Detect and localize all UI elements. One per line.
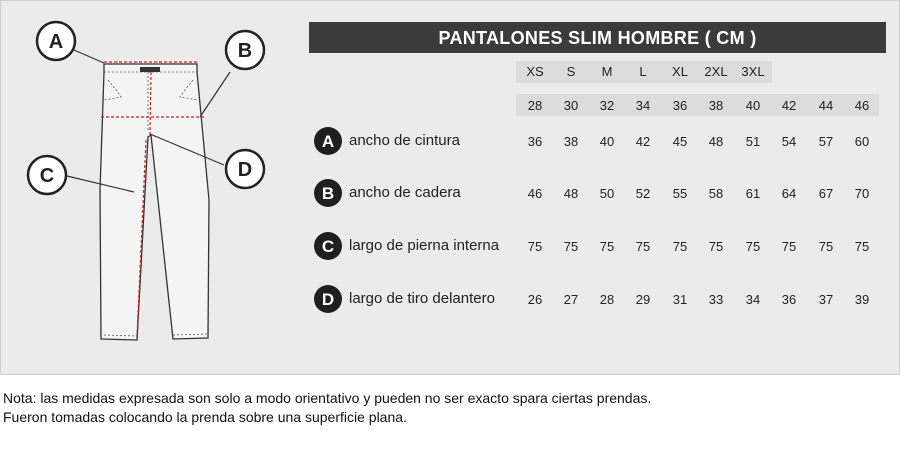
measurement-value: 36 xyxy=(781,292,797,307)
jeans-label xyxy=(140,67,160,72)
measurement-value: 37 xyxy=(818,292,834,307)
waist-size-label: 36 xyxy=(672,98,688,113)
measurement-value: 31 xyxy=(672,292,688,307)
row-label: ancho de cintura xyxy=(349,132,460,149)
waist-size-label: 42 xyxy=(781,98,797,113)
waist-size-label: 28 xyxy=(527,98,543,113)
measurement-value: 75 xyxy=(563,239,579,254)
measurement-value: 52 xyxy=(635,186,651,201)
jeans-outline xyxy=(100,64,209,340)
size-label: S xyxy=(566,64,576,79)
measurement-value: 33 xyxy=(708,292,724,307)
footnote-line-2: Fueron tomadas colocando la prenda sobre una superficie plana. xyxy=(3,409,407,425)
measurement-value: 58 xyxy=(708,186,724,201)
waist-size-label: 44 xyxy=(818,98,834,113)
size-label: M xyxy=(601,64,613,79)
measurement-value: 75 xyxy=(672,239,688,254)
diagram-letter-d xyxy=(226,150,264,188)
size-label: XS xyxy=(526,64,544,79)
measurement-value: 54 xyxy=(781,134,797,149)
measurement-value: 50 xyxy=(599,186,615,201)
measurement-value: 55 xyxy=(672,186,688,201)
measurement-value: 36 xyxy=(527,134,543,149)
svg-text:D: D xyxy=(237,159,253,181)
measurement-value: 38 xyxy=(563,134,579,149)
measurement-value: 75 xyxy=(708,239,724,254)
measurement-value: 42 xyxy=(635,134,651,149)
jeans-diagram xyxy=(0,0,300,373)
waist-size-label: 40 xyxy=(745,98,761,113)
measurement-value: 61 xyxy=(745,186,761,201)
measurement-value: 75 xyxy=(599,239,615,254)
measurement-value: 39 xyxy=(854,292,870,307)
measurement-value: 70 xyxy=(854,186,870,201)
measurement-value: 28 xyxy=(599,292,615,307)
measurement-value: 46 xyxy=(527,186,543,201)
diagram-letter-c xyxy=(28,156,66,194)
waist-size-label: 38 xyxy=(708,98,724,113)
measurement-value: 34 xyxy=(745,292,761,307)
waist-size-label: 32 xyxy=(599,98,615,113)
chart-title: PANTALONES SLIM HOMBRE ( CM ) xyxy=(309,22,886,53)
measurement-value: 75 xyxy=(854,239,870,254)
row-label: largo de pierna interna xyxy=(349,237,500,254)
measurement-value: 48 xyxy=(563,186,579,201)
footnote xyxy=(3,389,651,427)
measurement-value: 67 xyxy=(818,186,834,201)
measurement-value: 75 xyxy=(818,239,834,254)
measurement-value: 60 xyxy=(854,134,870,149)
svg-text:B: B xyxy=(237,40,253,62)
measurement-value: 29 xyxy=(635,292,651,307)
diagram-letter-a xyxy=(37,22,75,60)
row-label: ancho de cadera xyxy=(349,184,461,201)
row-badge-d: D xyxy=(314,285,342,313)
row-label: largo de tiro delantero xyxy=(349,290,495,307)
measurement-value: 75 xyxy=(745,239,761,254)
footnote-line-1: Nota: las medidas expresada son solo a modo orientativo y pueden no ser exacto spara ciertas prendas. xyxy=(3,390,652,406)
svg-text:C: C xyxy=(39,165,55,187)
waist-size-label: 46 xyxy=(854,98,870,113)
waist-size-label: 30 xyxy=(563,98,579,113)
measurement-value: 26 xyxy=(527,292,543,307)
measurement-value: 27 xyxy=(563,292,579,307)
waist-size-label: 34 xyxy=(635,98,651,113)
measurement-value: 45 xyxy=(672,134,688,149)
size-label: 3XL xyxy=(741,64,765,79)
measurement-value: 57 xyxy=(818,134,834,149)
diagram-letter-b xyxy=(226,31,264,69)
measurement-value: 75 xyxy=(781,239,797,254)
size-label: 2XL xyxy=(704,64,728,79)
size-label: L xyxy=(639,64,647,79)
measurement-value: 48 xyxy=(708,134,724,149)
measurement-value: 40 xyxy=(599,134,615,149)
svg-text:A: A xyxy=(48,31,64,53)
size-label: XL xyxy=(672,64,688,79)
measurement-value: 64 xyxy=(781,186,797,201)
measurement-value: 75 xyxy=(635,239,651,254)
row-badge-b: B xyxy=(314,179,342,207)
measurement-value: 51 xyxy=(745,134,761,149)
row-badge-a: A xyxy=(314,127,342,155)
row-badge-c: C xyxy=(314,232,342,260)
measurement-value: 75 xyxy=(527,239,543,254)
